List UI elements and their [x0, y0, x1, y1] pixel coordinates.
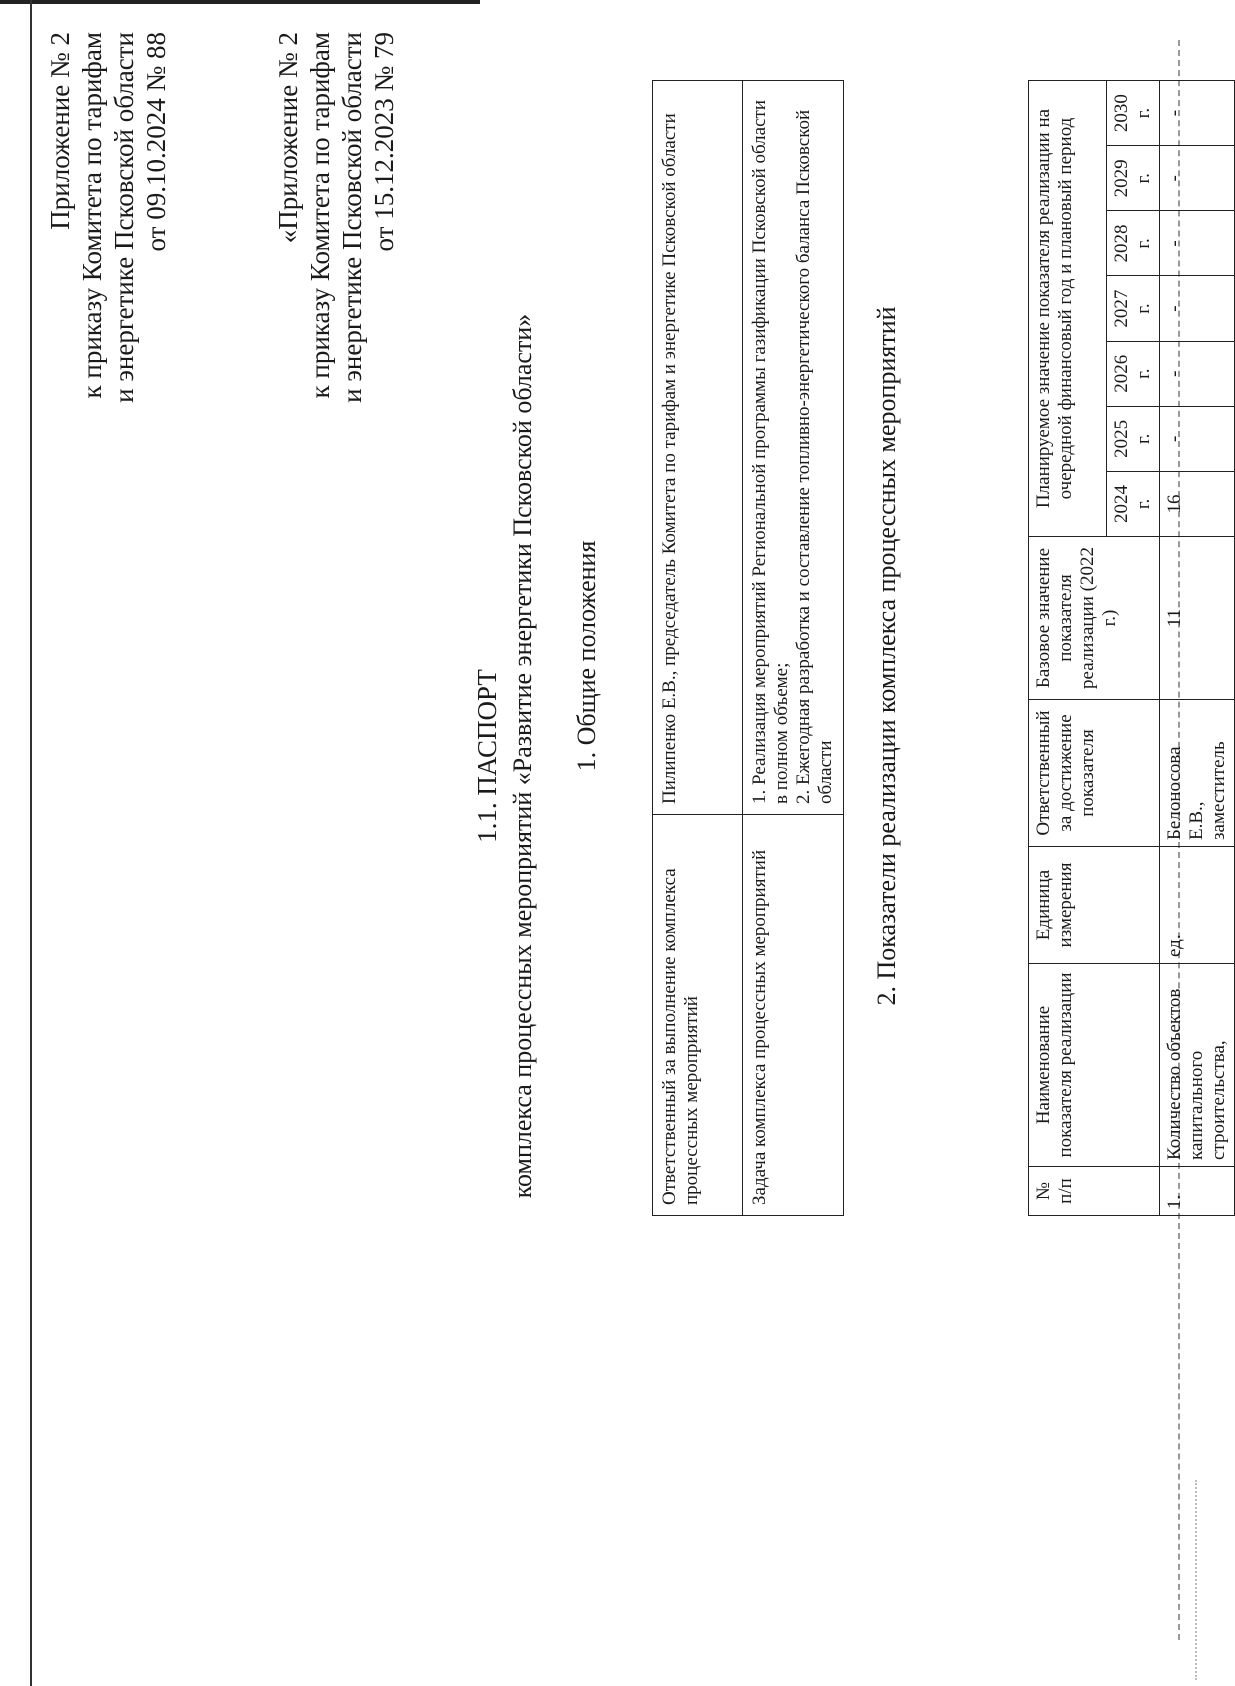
col-header-year: 2029 г.: [1107, 146, 1160, 211]
col-header-year: 2024 г.: [1107, 471, 1160, 536]
task-value: 1. Реализация мероприятий Региональной программы газификации Псковской области в полном объеме; 2. Ежегодная разработка и составление топливно-энергетического баланса Псковской области: [743, 81, 844, 815]
general-provisions-table: [652, 80, 844, 1216]
row-num: 1.: [1160, 1167, 1235, 1216]
row-responsible: Белоносова Е.В., заместитель: [1160, 700, 1235, 847]
appendix-current-line4: от 09.10.2024 № 88: [141, 32, 171, 252]
appendix-previous-line1: «Приложение № 2: [273, 32, 303, 244]
row-year-value: -: [1160, 81, 1235, 146]
row-name: Количество объектов капитального строительства,: [1160, 964, 1235, 1167]
appendix-previous: [272, 32, 400, 403]
col-header-num: № п/п: [1029, 1167, 1160, 1216]
indicators-table: [1028, 80, 1235, 1216]
row-year-value: -: [1160, 211, 1235, 276]
appendix-current-line2: к приказу Комитета по тарифам: [77, 32, 107, 399]
passport-subtitle: комплекса процессных мероприятий «Развитие энергетики Псковской области»: [508, 313, 537, 1199]
col-header-year: 2025 г.: [1107, 406, 1160, 471]
appendix-previous-line2: к приказу Комитета по тарифам: [305, 32, 335, 399]
table-row: [653, 81, 743, 1216]
col-header-unit: Единица измерения: [1029, 847, 1160, 964]
col-header-responsible: Ответственный за достижение показателя: [1029, 700, 1160, 847]
table-header-row: [1029, 81, 1107, 1216]
table-row: [743, 81, 844, 1216]
appendix-previous-line3: и энергетике Псковской области: [337, 32, 367, 403]
table-row: [1160, 81, 1235, 1216]
appendix-current-line3: и энергетике Псковской области: [109, 32, 139, 403]
col-header-year: 2026 г.: [1107, 341, 1160, 406]
passport-title: 1.1. ПАСПОРТ: [472, 669, 502, 843]
row-unit: ед.: [1160, 847, 1235, 964]
row-year-value: -: [1160, 406, 1235, 471]
col-header-base: Базовое значение показателя реализации (2022 г.): [1029, 537, 1160, 700]
col-header-year: 2030 г.: [1107, 81, 1160, 146]
col-header-planned: Планируемое значение показателя реализации на очередной финансовый год и плановый период: [1029, 81, 1107, 537]
section2-heading: 2. Показатели реализации комплекса процессных мероприятий: [872, 306, 901, 1006]
row-year-value: -: [1160, 276, 1235, 341]
task-label: Задача комплекса процессных мероприятий: [743, 815, 844, 1216]
row-year-value: -: [1160, 146, 1235, 211]
row-year-value: 16: [1160, 471, 1235, 536]
row-base-value: 11: [1160, 537, 1235, 700]
appendix-current-line1: Приложение № 2: [45, 32, 75, 230]
responsible-label: Ответственный за выполнение комплекса процессных мероприятий: [653, 815, 743, 1216]
col-header-year: 2027 г.: [1107, 276, 1160, 341]
appendix-current: [44, 32, 172, 403]
row-year-value: -: [1160, 341, 1235, 406]
col-header-year: 2028 г.: [1107, 211, 1160, 276]
responsible-value: Пилипенко Е.В., председатель Комитета по тарифам и энергетике Псковской области: [653, 81, 743, 815]
col-header-name: Наименование показателя реализации: [1029, 964, 1160, 1167]
appendix-previous-line4: от 15.12.2023 № 79: [369, 32, 399, 252]
section1-heading: 1. Общие положения: [572, 540, 601, 772]
